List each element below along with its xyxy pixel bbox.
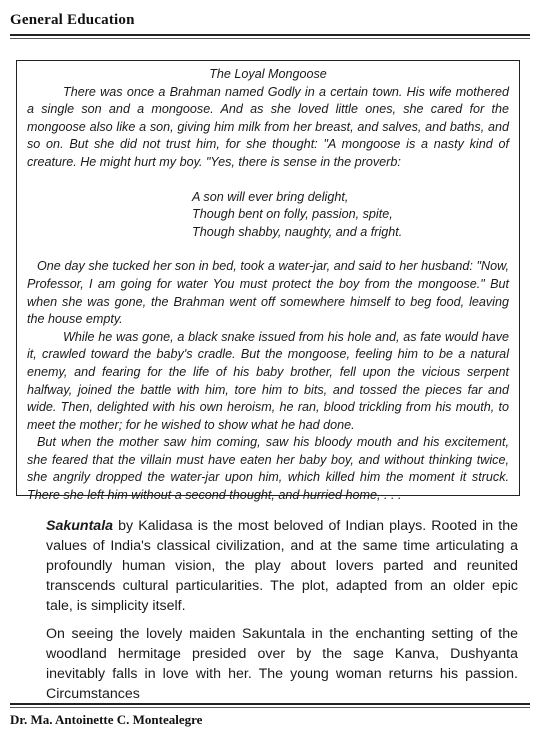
play-title: Sakuntala <box>46 518 114 534</box>
footer-rule <box>10 703 530 705</box>
story-paragraph: While he was gone, a black snake issued from his hole and, as fate would have it, crawled toward the baby's cradle. But the mongoose, feeling him to be a natural enemy, and fearing for the life of his baby brother, fell upon the vicious serpent halfway, joined the battle with him, tore him to bits, and tossed the pieces far and wide. Then, delighted with his own heroism, he ran, blood trickling from his mouth, to meet the mother; for he wished to show what he had done. <box>27 329 509 432</box>
running-footer-author: Dr. Ma. Antoinette C. Montealegre <box>10 712 203 727</box>
story-paragraph: There was once a Brahman named Godly in a certain town. His wife mothered a single son and a mongoose. And as she loved little ones, she cared for the mongoose also like a son, giving him milk from her breast, and salves, and baths, and so on. But she did not trust him, for she thought: "A mongoose is a nasty kind of creature. He might hurt my boy. "Yes, there is sense in the proverb: <box>27 84 509 169</box>
story-box <box>16 60 520 503</box>
verse-line: Though shabby, naughty, and a fright. <box>192 224 403 239</box>
footer-rule-thin <box>10 707 530 708</box>
proverb-verse <box>192 189 509 242</box>
body-paragraph: On seeing the lovely maiden Sakuntala in the enchanting setting of the woodland hermitage presided over by the sage Kanva, Dushyanta inevitably falls in love with her. The young woman returns his passion. Circumstances <box>46 626 518 702</box>
paragraph-text: by Kalidasa is the most beloved of Indian plays. Rooted in the values of India's classical civilization, and at the same time articulating a profoundly human vision, the play about lovers parted and reunited transcends cultural particularities. The plot, adapted from an older epic tale, is simplicity itself. <box>46 518 518 614</box>
verse-line: Though bent on folly, passion, spite, <box>192 207 393 222</box>
story-paragraph: One day she tucked her son in bed, took a water-jar, and said to her husband: "Now, Professor, I am going for water You must protect the boy from the mongoose." But when she was gone, the Brahman went off somewhere himself to beg food, leaving the house empty. <box>27 259 509 327</box>
body-paragraph <box>46 516 518 616</box>
verse-line: A son will ever bring delight, <box>192 189 349 204</box>
running-header: General Education <box>10 12 135 28</box>
header-rule-thin <box>10 38 530 39</box>
story-title: The Loyal Mongoose <box>209 67 327 81</box>
story-paragraph: But when the mother saw him coming, saw his bloody mouth and his excitement, she feared that the villain must have eaten her baby boy, and without thinking twice, she angrily dropped the water-jar upon him, which killed him the moment it struck. There she left him without a second thought, and hurried home, . . . <box>27 435 509 503</box>
header-rule <box>10 34 530 36</box>
